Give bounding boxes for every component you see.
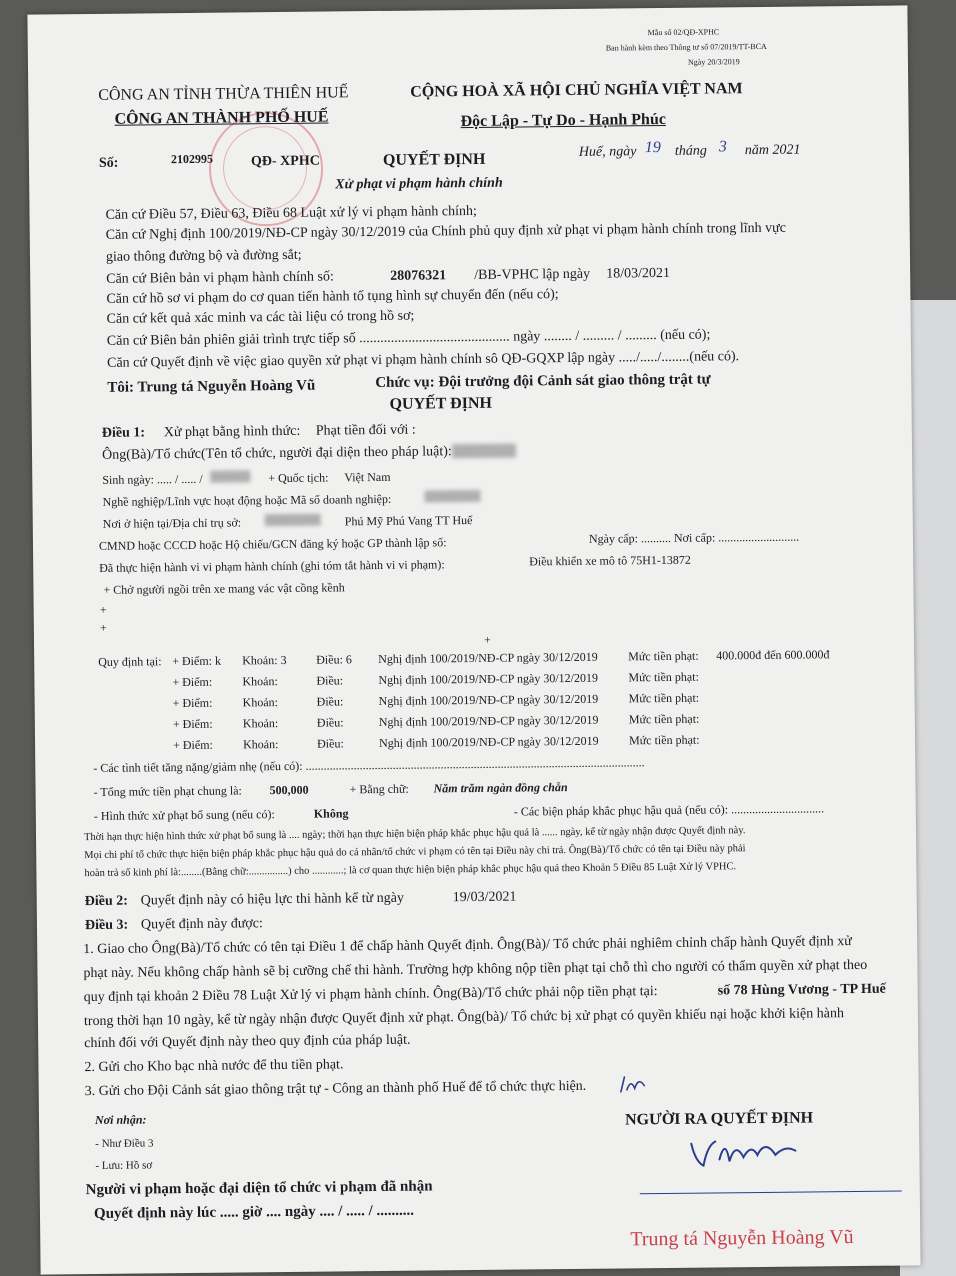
note-1: Thời hạn thực hiện hình thức xử phạt bổ sung là .... ngày; thời hạn thực hiện biện pháp khắc phục hậu quả là ...... ngày, kể từ ngày nhận được Quyết định này. bbox=[83, 825, 746, 844]
ground-3-suffix: /BB-VPHC lập ngày bbox=[474, 266, 591, 283]
rule-decree: Nghị định 100/2019/NĐ-CP ngày 30/12/2019 bbox=[378, 670, 599, 688]
act-item: + Chở người ngồi trên xe mang vác vật cồng kềnh bbox=[103, 580, 345, 597]
signature-line bbox=[640, 1191, 902, 1195]
agency-parent: CÔNG AN TỈNH THỪA THIÊN HUẾ bbox=[98, 84, 349, 104]
motto: Độc Lập - Tự Do - Hạnh Phúc bbox=[460, 110, 666, 131]
rule-clause: Khoản: bbox=[242, 695, 279, 710]
form-code-line3: Ngày 20/3/2019 bbox=[687, 57, 740, 67]
redacted-dob bbox=[210, 470, 250, 482]
rule-point: + Điểm: bbox=[172, 674, 213, 690]
rule-label: Quy định tại: bbox=[98, 654, 162, 669]
rule-article: Điều: bbox=[316, 673, 344, 688]
recipient-item: - Lưu: Hồ sơ bbox=[95, 1159, 153, 1172]
ground-5: Căn cứ kết quả xác minh va các tài liệu có trong hồ sơ; bbox=[106, 308, 415, 327]
rule-clause: Khoản: bbox=[242, 716, 279, 731]
article3-text: Quyết định này được: bbox=[140, 916, 263, 933]
rule-decree: Nghị định 100/2019/NĐ-CP ngày 30/12/2019 bbox=[378, 712, 599, 730]
form-code-line1: Mẫu số 02/QĐ-XPHC bbox=[647, 27, 720, 38]
violator-received: Người vi phạm hoặc đại diện tổ chức vi phạm đã nhận bbox=[85, 1178, 433, 1199]
nationality-label: + Quốc tịch: bbox=[268, 470, 329, 486]
record-number: 28076321 bbox=[390, 268, 447, 284]
rule-point: + Điểm: bbox=[172, 695, 213, 711]
document-subtitle: Xử phạt vi phạm hành chính bbox=[335, 175, 503, 193]
id-issue: Ngày cấp: .......... Nơi cấp: ........................... bbox=[588, 529, 800, 546]
issuer-name-stamp: Trung tá Nguyễn Hoàng Vũ bbox=[630, 1226, 854, 1251]
rule-fine-label: Mức tiền phạt: bbox=[628, 648, 699, 664]
act-item: + bbox=[99, 620, 107, 635]
act-item: + bbox=[99, 602, 107, 617]
article2-text: Quyết định này có hiệu lực thi hành kể từ ngày bbox=[140, 890, 405, 909]
country-name: CỘNG HOÀ XÃ HỘI CHỦ NGHĨA VIỆT NAM bbox=[410, 80, 743, 101]
ground-4: Căn cứ hồ sơ vi phạm do cơ quan tiến hành tố tụng hình sự chuyển đến (nếu có); bbox=[106, 287, 559, 307]
nationality-value: Việt Nam bbox=[344, 469, 391, 485]
document-title: QUYẾT ĐỊNH bbox=[382, 150, 486, 169]
decision-heading: QUYẾT ĐỊNH bbox=[389, 394, 493, 413]
ground-2a: Căn cứ Nghị định 100/2019/NĐ-CP ngày 30/12/2019 của Chính phủ quy định xử phạt vi phạm hành chính trong lĩnh vực bbox=[105, 220, 786, 243]
officer-name: Tôi: Trung tá Nguyễn Hoàng Vũ bbox=[107, 377, 316, 396]
total-label: - Tổng mức tiền phạt chung là: bbox=[93, 783, 242, 799]
article3-label: Điều 3: bbox=[84, 917, 129, 934]
rule-decree: Nghị định 100/2019/NĐ-CP ngày 30/12/2019 bbox=[379, 733, 599, 750]
words-value: Năm trăm ngàn đồng chẵn bbox=[433, 780, 568, 796]
rule-clause: Khoản: bbox=[243, 737, 279, 752]
penalty-form-label: Xử phạt bằng hình thức: bbox=[163, 423, 301, 441]
additional-value: Không bbox=[313, 806, 349, 821]
occupation-label: Nghề nghiệp/Lĩnh vực hoạt động hoặc Mã số doanh nghiệp: bbox=[102, 491, 392, 509]
document-page bbox=[27, 5, 920, 1274]
penalty-form-value: Phạt tiền đối với : bbox=[315, 422, 416, 439]
form-code-line2: Ban hành kèm theo Thông tư số 07/2019/TT-BCA bbox=[605, 41, 767, 53]
issuer-label: NGƯỜI RA QUYẾT ĐỊNH bbox=[624, 1109, 814, 1129]
ground-1: Căn cứ Điều 57, Điều 63, Điều 68 Luật xử lý vi phạm hành chính; bbox=[105, 203, 477, 223]
id-label: CMND hoặc CCCD hoặc Hộ chiếu/GCN đăng ký hoặc GP thành lập số: bbox=[98, 535, 447, 553]
rule-fine-label: Mức tiền phạt: bbox=[628, 669, 699, 685]
article3-p1e: chính đối với Quyết định này theo quy định của pháp luật. bbox=[84, 1032, 411, 1052]
number-label: Số: bbox=[98, 155, 119, 171]
rule-fine-label: Mức tiền phạt: bbox=[628, 732, 700, 748]
rule-article: Điều: bbox=[316, 694, 344, 709]
month-label: tháng bbox=[674, 143, 707, 159]
article3-p1c: quy định tại khoản 2 Điều 78 Luật Xử lý vi phạm hành chính. Ông(Bà)/Tổ chức phải nộp tiền phạt tại: bbox=[83, 984, 658, 1006]
rule-point: + Điểm: k bbox=[172, 653, 222, 669]
rule-point: + Điểm: bbox=[173, 737, 213, 753]
rule-fine-label: Mức tiền phạt: bbox=[628, 690, 700, 706]
rule-fine-amount: 400.000đ đến 600.000đ bbox=[716, 647, 830, 663]
address-value: Phú Mỹ Phú Vang TT Huế bbox=[344, 513, 473, 529]
address-label: Nơi ở hiện tại/Địa chỉ trụ sở: bbox=[102, 515, 242, 531]
ground-3-label: Căn cứ Biên bản vi phạm hành chính số: bbox=[106, 269, 334, 287]
recipients-label: Nơi nhận: bbox=[94, 1112, 147, 1127]
rule-article: Điều: bbox=[317, 736, 344, 751]
rule-article: Điều: 6 bbox=[316, 652, 352, 667]
total-value: 500,000 bbox=[269, 782, 309, 798]
agency-name: CÔNG AN THÀNH PHỐ HUẾ bbox=[114, 108, 329, 128]
rule-fine-label: Mức tiền phạt: bbox=[628, 711, 700, 727]
rule-decree: Nghị định 100/2019/NĐ-CP ngày 30/12/2019 bbox=[378, 691, 599, 709]
ground-2b: giao thông đường bộ và đường sắt; bbox=[105, 247, 302, 265]
article3-p1b: phạt này. Nếu không chấp hành sẽ bị cưỡng chế thi hành. Trường hợp không nộp tiền phạt tại chỗ thì cho người có thẩm quyền xử phạt theo bbox=[83, 957, 868, 982]
violator-label: Ông(Bà)/Tổ chức(Tên tổ chức, người đại diện theo pháp luật): bbox=[101, 444, 452, 463]
act-item: + bbox=[483, 632, 491, 647]
rule-point: + Điểm: bbox=[172, 716, 213, 732]
officer-position: Chức vụ: Đội trưởng đội Cảnh sát giao thông trật tự bbox=[375, 371, 711, 392]
aggravating-line: - Các tình tiết tăng nặng/giảm nhẹ (nếu có): ................................................................................................................. bbox=[93, 755, 645, 775]
payment-place: số 78 Hùng Vương - TP Huế bbox=[717, 981, 886, 999]
article3-p1d: trong thời hạn 10 ngày, kể từ ngày nhận được Quyết định xử phạt. Ông(bà)/ Tổ chức bị xử phạt có quyền khiếu nại hoặc khởi kiện hành bbox=[83, 1006, 844, 1030]
words-label: + Bằng chữ: bbox=[349, 781, 409, 797]
recipient-item: - Như Điều 3 bbox=[95, 1137, 154, 1150]
dob-label: Sinh ngày: ..... / ..... / bbox=[102, 471, 203, 487]
violation-value: Điều khiển xe mô tô 75H1-13872 bbox=[529, 552, 691, 569]
rule-decree: Nghị định 100/2019/NĐ-CP ngày 30/12/2019 bbox=[378, 649, 598, 667]
rule-clause: Khoản: bbox=[242, 674, 278, 689]
ground-6: Căn cứ Biên bản phiên giải trình trực tiếp số ........................................... ngày ........ / ......... / ......... (nếu có); bbox=[106, 327, 711, 349]
redacted-occupation bbox=[424, 490, 480, 503]
violation-label: Đã thực hiện hành vi vi phạm hành chính (ghi tóm tắt hành vi vi phạm): bbox=[99, 557, 445, 575]
redacted-address bbox=[265, 514, 321, 527]
record-date: 18/03/2021 bbox=[606, 265, 671, 282]
place-date: Huế, ngày bbox=[578, 144, 637, 160]
ground-7: Căn cứ Quyết định về việc giao quyền xử phạt vi phạm hành chính sô QĐ-GQXP lập ngày ...../...../........(nếu có). bbox=[107, 349, 740, 371]
additional-label: - Hình thức xử phạt bổ sung (nếu có): bbox=[93, 807, 275, 823]
effective-date: 19/03/2021 bbox=[452, 889, 517, 906]
initials-handwriting bbox=[617, 1072, 653, 1098]
number-suffix: QĐ- XPHC bbox=[250, 153, 320, 170]
article2-label: Điều 2: bbox=[84, 893, 128, 910]
article3-p2: 2. Gửi cho Kho bạc nhà nước để thu tiền phạt. bbox=[84, 1057, 344, 1076]
rule-clause: Khoản: 3 bbox=[242, 652, 287, 668]
article3-p3: 3. Gửi cho Đội Cảnh sát giao thông trật tự - Công an thành phố Huế để tổ chức thực hiện. bbox=[84, 1078, 587, 1100]
issuer-signature bbox=[685, 1130, 815, 1171]
day-handwritten: 19 bbox=[644, 139, 661, 157]
decision-number: 2102995 bbox=[170, 151, 214, 167]
note-2: Mọi chi phí tổ chức thực hiện biện pháp khắc phục hậu quả do cá nhân/tổ chức vi phạm có tên tại Điều này chi trả. Ông(Bà)/Tổ chức có tên tại Điều này phải bbox=[84, 843, 746, 862]
redacted-name bbox=[452, 444, 516, 459]
remedy-label: - Các biện pháp khắc phục hậu quả (nếu có): ............................... bbox=[513, 801, 825, 819]
article3-p1a: 1. Giao cho Ông(Bà)/Tổ chức có tên tại Điều 1 để chấp hành Quyết định. Ông(Bà)/ Tổ chức phải nghiêm chỉnh chấp hành Quyết định xử bbox=[83, 934, 852, 958]
rule-article: Điều: bbox=[316, 715, 344, 730]
month-handwritten: 3 bbox=[718, 138, 727, 156]
received-time: Quyết định này lúc ..... giờ .... ngày .... / ..... / .......... bbox=[93, 1202, 415, 1223]
article1-label: Điều 1: bbox=[101, 425, 146, 441]
year-label: năm 2021 bbox=[744, 142, 801, 159]
note-3: hoàn trả số kinh phí là:........(Bằng chữ:...............) cho ............; là cơ quan thực hiện biện pháp khắc phục hậu quả theo Khoản 5 Điều 85 Luật Xử lý VPHC. bbox=[84, 861, 737, 880]
